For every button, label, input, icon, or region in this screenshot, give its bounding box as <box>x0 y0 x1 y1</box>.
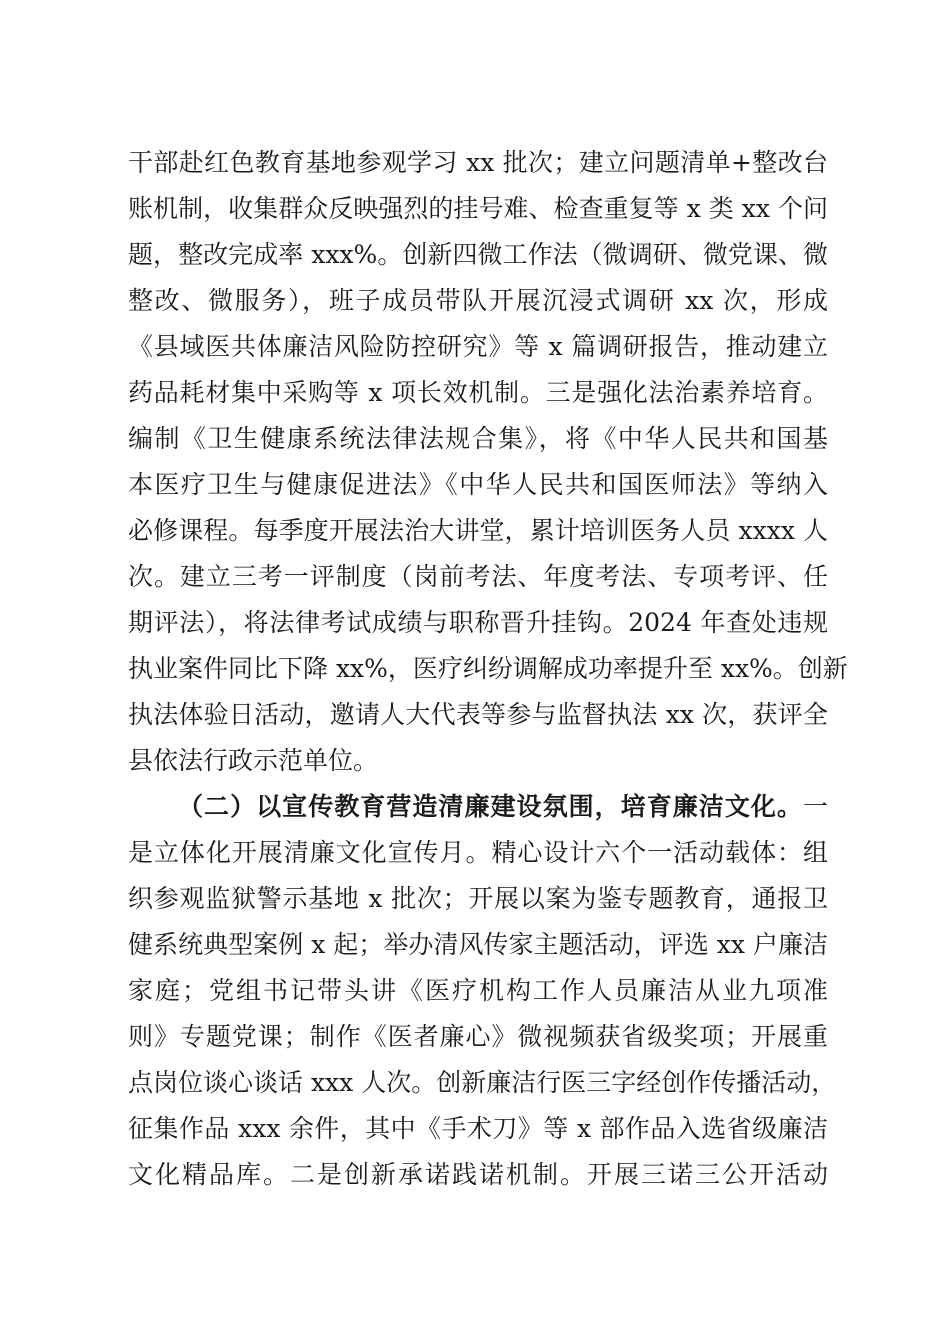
text-line: 本医疗卫生与健康促进法》《中华人民共和国医师法》等纳入 <box>128 470 828 499</box>
text-line: 干部赴红色教育基地参观学习 xx 批次；建立问题清单+整改台 <box>128 148 828 177</box>
text-line: 征集作品 xxx 余件，其中《手术刀》等 x 部作品入选省级廉洁 <box>128 1114 828 1143</box>
text-line: 县依法行政示范单位。 <box>128 746 379 775</box>
text-line: 家庭；党组书记带头讲《医疗机构工作人员廉洁从业九项准 <box>128 976 828 1005</box>
text-line: 健系统典型案例 x 起；举办清风传家主题活动，评选 xx 户廉洁 <box>128 930 828 959</box>
text-line: 执法体验日活动，邀请人大代表等参与监督执法 xx 次，获评全 <box>128 700 828 729</box>
text-line: 药品耗材集中采购等 x 项长效机制。三是强化法治素养培育。 <box>128 378 828 407</box>
text-line: 次。建立三考一评制度（岗前考法、年度考法、专项考评、任 <box>128 562 828 591</box>
text-line: 点岗位谈心谈话 xxx 人次。创新廉洁行医三字经创作传播活动， <box>128 1068 837 1097</box>
text-line: 整改、微服务），班子成员带队开展沉浸式调研 xx 次，形成 <box>128 286 828 315</box>
text-line: 文化精品库。二是创新承诺践诺机制。开展三诺三公开活动 <box>128 1160 828 1189</box>
text-line: 期评法），将法律考试成绩与职称晋升挂钩。2024 年查处违规 <box>128 608 828 637</box>
text-line: 则》专题党课；制作《医者廉心》微视频获省级奖项；开展重 <box>128 1022 828 1051</box>
section-heading-line <box>178 792 828 822</box>
section-heading: （二）以宣传教育营造清廉建设氛围，培育廉洁文化。 <box>178 792 803 821</box>
text-line: 编制《卫生健康系统法律法规合集》，将《中华人民共和国基 <box>128 424 828 453</box>
text-line: 《县域医共体廉洁风险防控研究》等 x 篇调研报告，推动建立 <box>128 332 828 361</box>
text-fragment: 一 <box>802 792 828 821</box>
text-line: 执业案件同比下降 xx%，医疗纠纷调解成功率提升至 xx%。创新 <box>128 654 848 683</box>
text-line: 账机制，收集群众反映强烈的挂号难、检查重复等 x 类 xx 个问 <box>128 194 828 223</box>
text-line: 必修课程。每季度开展法治大讲堂，累计培训医务人员 xxxx 人 <box>128 516 828 545</box>
text-line: 题，整改完成率 xxx%。创新四微工作法（微调研、微党课、微 <box>128 240 828 269</box>
text-line: 织参观监狱警示基地 x 批次；开展以案为鉴专题教育，通报卫 <box>128 884 828 913</box>
text-line: 是立体化开展清廉文化宣传月。精心设计六个一活动载体：组 <box>128 838 828 867</box>
